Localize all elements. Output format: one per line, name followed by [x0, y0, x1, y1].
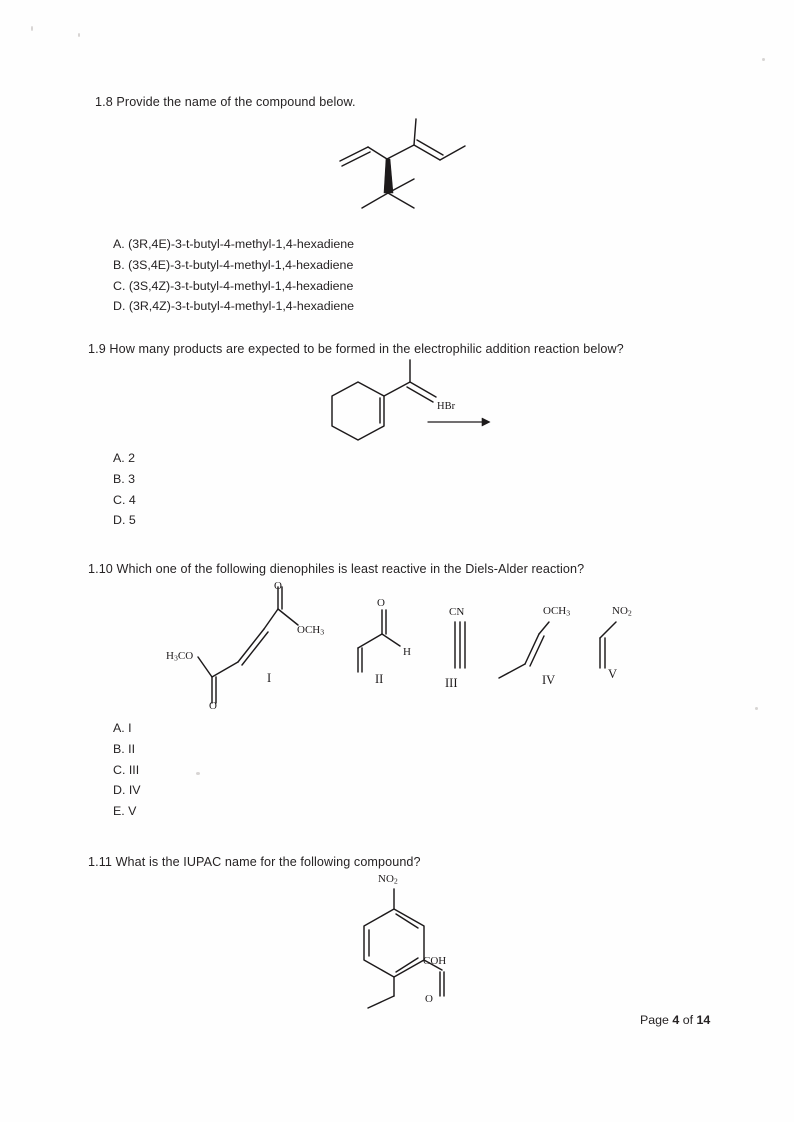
structure-1-10-cyanoacetylene: [445, 620, 475, 678]
roman-numeral-two: II: [375, 672, 384, 686]
option-1-9-b[interactable]: B. 3: [113, 471, 136, 486]
question-1-11-prompt: 1.11 What is the IUPAC name for the following compound?: [88, 855, 421, 869]
option-1-8-b[interactable]: B. (3S,4E)-3-t-butyl-4-methyl-1,4-hexadiene: [113, 257, 354, 272]
label-ether-methoxy: $OCH_3$: [543, 605, 571, 618]
option-1-9-d[interactable]: D. 5: [113, 513, 136, 528]
label-methoxy-right: $OCH_3$: [297, 624, 325, 637]
question-1-8-prompt: 1.8 Provide the name of the compound below.: [95, 95, 356, 109]
option-1-10-c[interactable]: C. III: [113, 762, 140, 777]
label-carbonyl-oxygen-lower: O: [209, 700, 217, 712]
roman-numeral-one: I: [267, 671, 272, 685]
page-footer: [640, 1013, 710, 1027]
roman-numeral-three: III: [445, 676, 458, 690]
scan-speck: [755, 707, 758, 710]
label-carboxyl: COH: [423, 955, 447, 967]
scan-speck: [762, 58, 765, 61]
label-aldehyde-oxygen: O: [377, 597, 385, 609]
footer-prefix: Page: [640, 1013, 673, 1027]
roman-numeral-four: IV: [542, 673, 556, 687]
question-1-10-options: [113, 718, 141, 822]
option-1-9-c[interactable]: C. 4: [113, 492, 136, 507]
structure-1-10-dimethyl-fumarate: [186, 585, 326, 713]
option-1-10-d[interactable]: D. IV: [113, 783, 141, 798]
scan-speck: [31, 26, 33, 31]
label-carbonyl-oxygen-benzoic: O: [425, 993, 433, 1005]
label-nitrile: CN: [449, 606, 465, 618]
structure-1-8-hexadiene: [330, 113, 490, 218]
scan-speck: [78, 33, 80, 37]
label-nitro-group-benzene: $NO_2$: [378, 873, 398, 886]
label-methoxy-left: $H_3CO$: [166, 650, 194, 663]
footer-middle: of: [679, 1013, 697, 1027]
label-carbonyl-oxygen-upper: O: [274, 580, 282, 592]
question-1-9-prompt: 1.9 How many products are expected to be formed in the electrophilic addition reaction below?: [88, 342, 624, 356]
option-1-9-a[interactable]: A. 2: [113, 451, 136, 465]
question-1-8-options: [113, 234, 354, 317]
option-1-10-a[interactable]: A. I: [113, 721, 132, 735]
option-1-8-a[interactable]: A. (3R,4E)-3-t-butyl-4-methyl-1,4-hexadiene: [113, 237, 355, 251]
structure-1-10-methyl-propenyl-ether: [495, 612, 575, 682]
structure-1-10-acrolein: [352, 600, 422, 680]
label-aldehyde-hydrogen: H: [403, 646, 411, 658]
structure-1-10-nitroethylene: [592, 614, 642, 674]
option-1-8-d[interactable]: D. (3R,4Z)-3-t-butyl-4-methyl-1,4-hexadiene: [113, 299, 355, 314]
reagent-label-hbr: HBr: [437, 401, 456, 412]
question-1-9-options: [113, 448, 136, 531]
scan-speck: [196, 772, 200, 775]
structure-1-11-nitro-ethyl-benzoic-acid: [350, 884, 460, 1009]
option-1-8-c[interactable]: C. (3S,4Z)-3-t-butyl-4-methyl-1,4-hexadiene: [113, 278, 354, 293]
footer-total-pages: 14: [696, 1013, 711, 1027]
roman-numeral-five: V: [608, 667, 618, 681]
option-1-10-e[interactable]: E. V: [113, 804, 137, 819]
label-nitro-group: $NO_2$: [612, 605, 632, 618]
question-1-10-prompt: 1.10 Which one of the following dienophiles is least reactive in the Diels-Alder reaction?: [88, 562, 585, 576]
option-1-10-b[interactable]: B. II: [113, 741, 136, 756]
footer-page-number: 4: [672, 1013, 680, 1027]
